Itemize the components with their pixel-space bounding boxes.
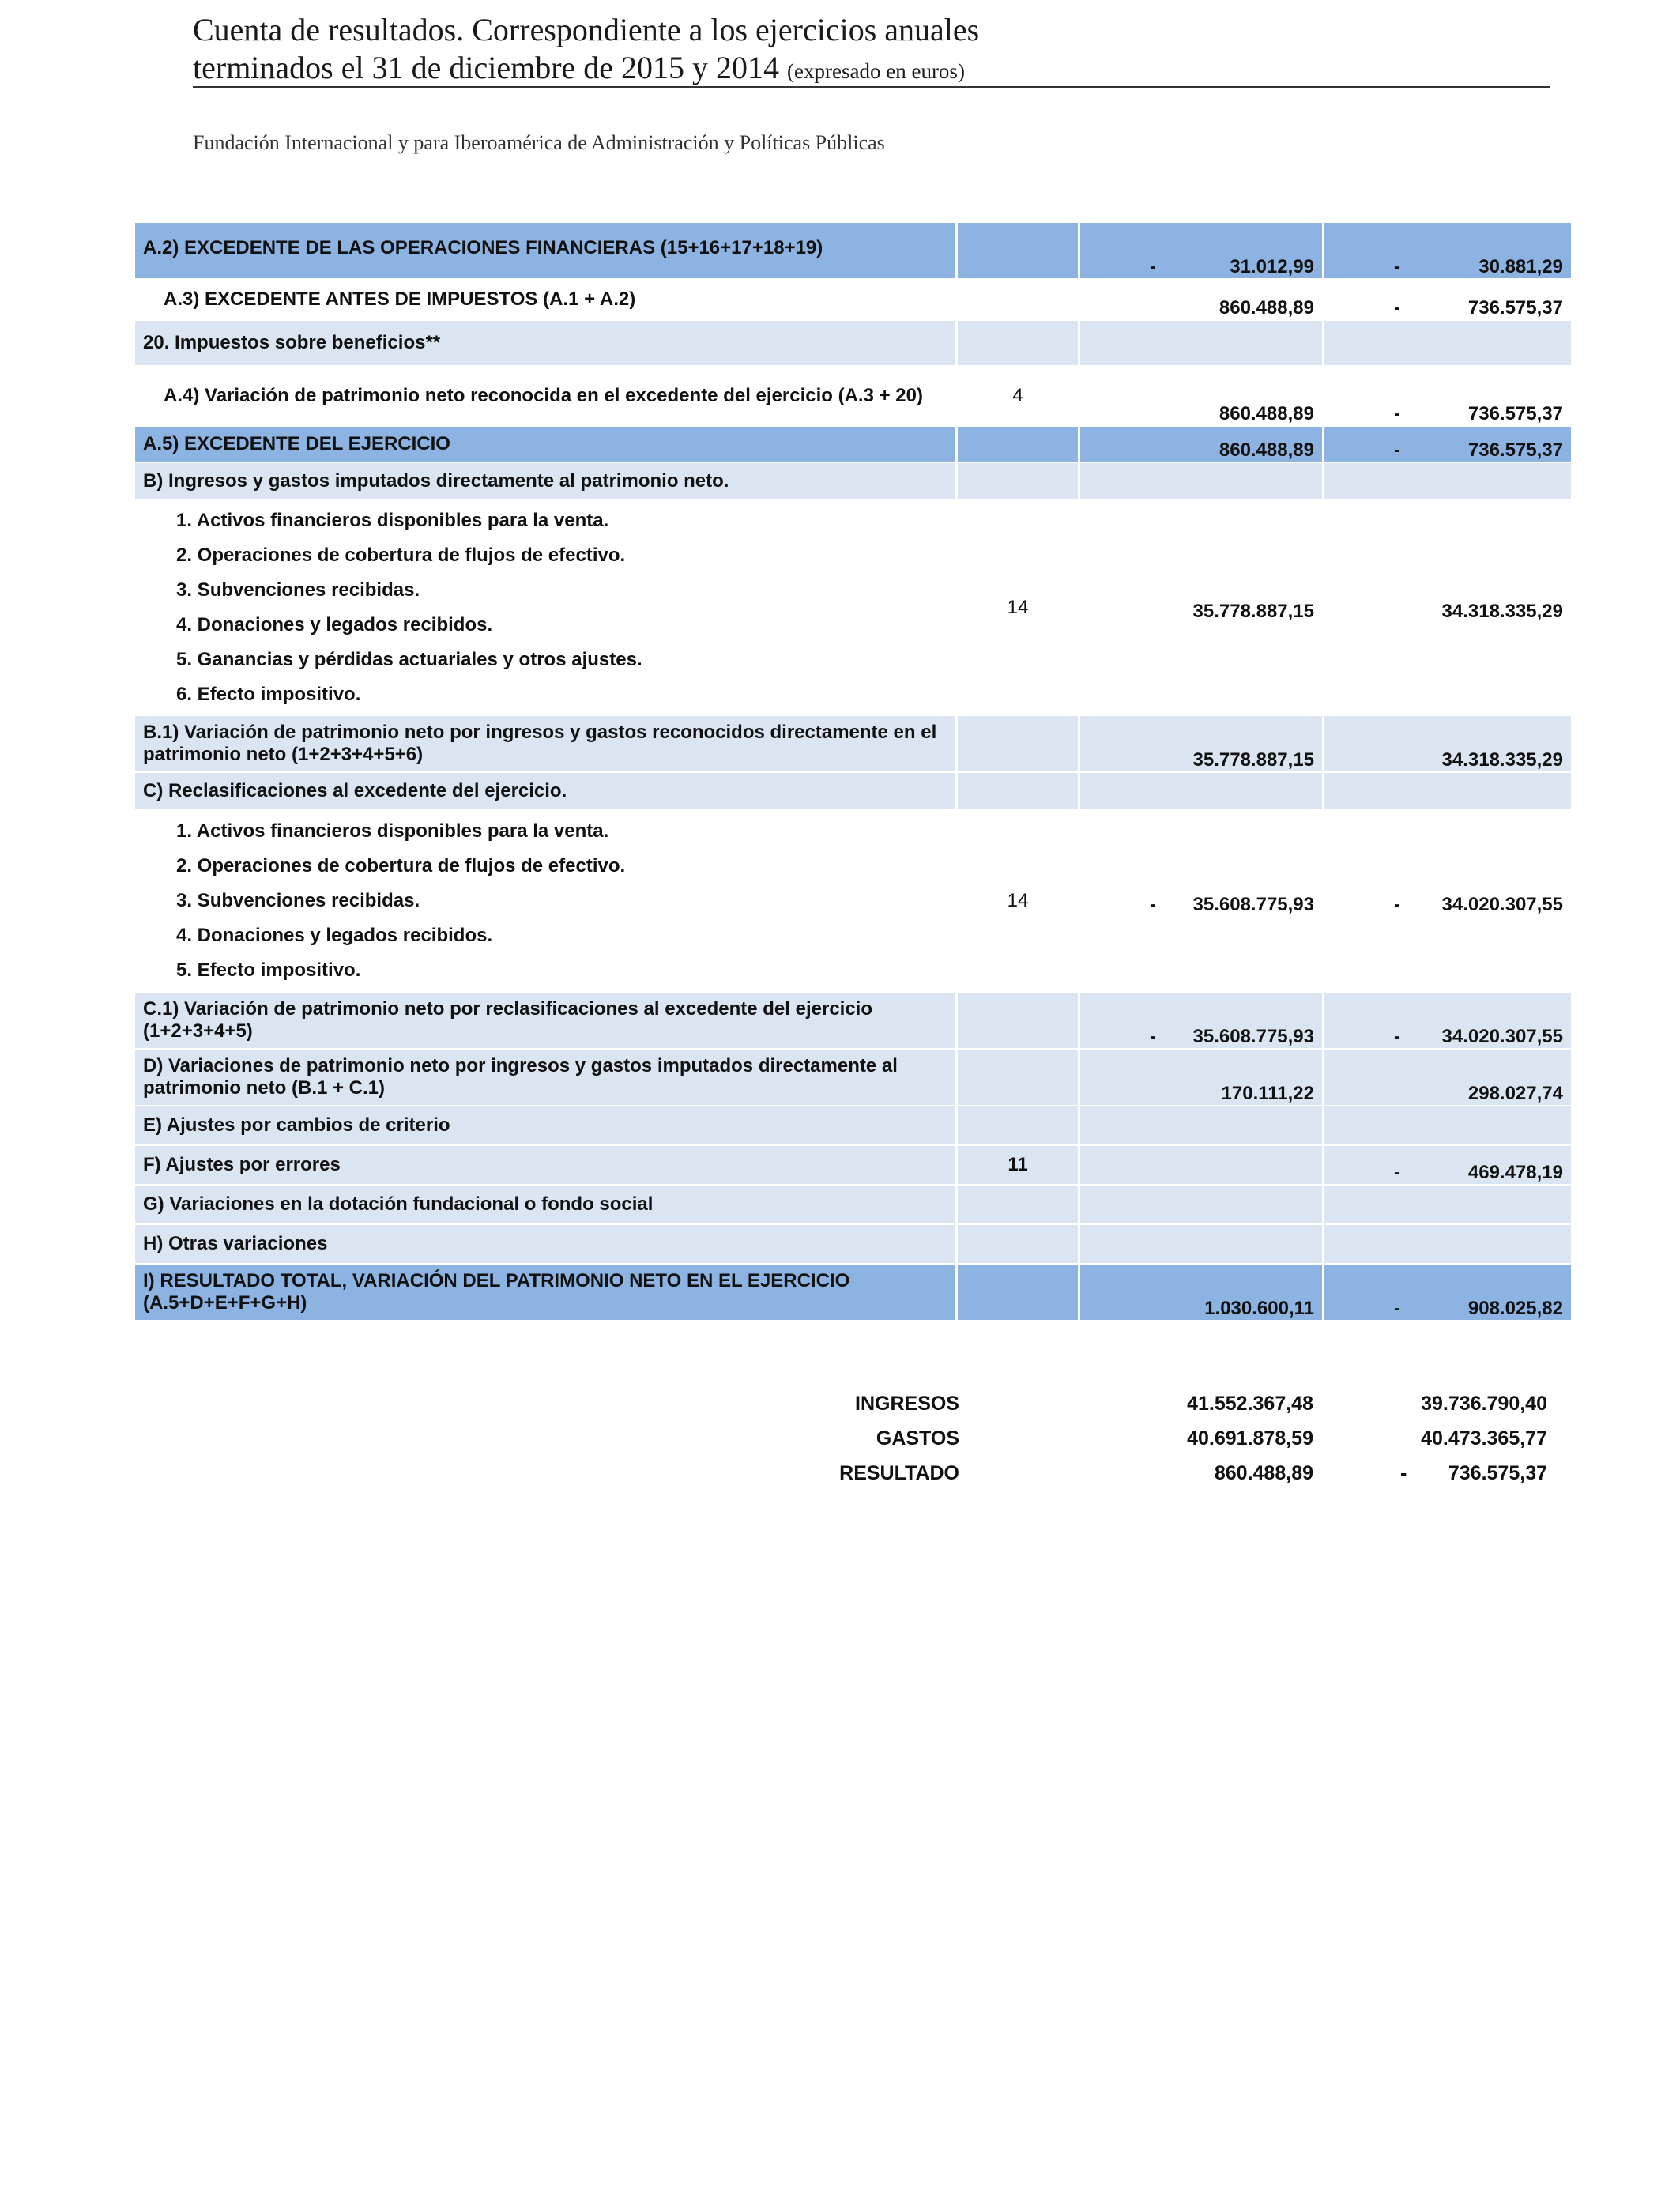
- row-note: [958, 1186, 1078, 1223]
- summary-totals: [774, 1393, 1565, 1497]
- value-2014: [1324, 773, 1571, 809]
- value-2015: [1080, 773, 1322, 809]
- summary-value-2015: 860.488,89: [1214, 1462, 1313, 1484]
- row-label: H) Otras variaciones: [135, 1225, 955, 1263]
- list-item: 3. Subvenciones recibidas.: [176, 890, 420, 911]
- row-label: I) RESULTADO TOTAL, VARIACIÓN DEL PATRIMONIO NETO EN EL EJERCICIO (A.5+D+E+F+G+H): [135, 1265, 955, 1320]
- negative-sign: -: [1150, 1026, 1156, 1047]
- row-note: [958, 716, 1078, 771]
- value-2015: [1080, 1106, 1322, 1144]
- list-item: 5. Ganancias y pérdidas actuariales y otros ajustes.: [176, 649, 642, 670]
- negative-sign: -: [1394, 439, 1400, 461]
- table-row: [135, 811, 1571, 991]
- value-2014: - 908.025,82: [1324, 1265, 1571, 1320]
- value-2014: - 736.575,37: [1324, 280, 1571, 319]
- value-2015: [1080, 1225, 1322, 1263]
- table-row: [135, 367, 1571, 425]
- summary-label: RESULTADO: [839, 1462, 959, 1484]
- negative-sign: -: [1394, 1298, 1400, 1319]
- value-2015: 1.030.600,11: [1080, 1265, 1322, 1320]
- row-label: A.3) EXCEDENTE ANTES DE IMPUESTOS (A.1 + A.2): [135, 280, 955, 319]
- row-items: [135, 501, 955, 714]
- list-item: 1. Activos financieros disponibles para la venta.: [176, 510, 609, 531]
- value-2015: - 35.608.775,93: [1080, 811, 1322, 991]
- value-2014: 34.318.335,29: [1324, 501, 1571, 714]
- organization-name: Fundación Internacional y para Iberoamérica de Administración y Políticas Públicas: [193, 131, 885, 154]
- row-note: [958, 1106, 1078, 1144]
- row-note: [958, 1265, 1078, 1320]
- row-label: C.1) Variación de patrimonio neto por reclasificaciones al excedente del ejercicio (1+2+3+4+5): [135, 993, 955, 1048]
- value-2014: [1324, 463, 1571, 499]
- table-row: [135, 427, 1571, 462]
- row-label: A.2) EXCEDENTE DE LAS OPERACIONES FINANCIERAS (15+16+17+18+19): [135, 223, 955, 278]
- row-label: 20. Impuestos sobre beneficios**: [135, 321, 955, 365]
- row-note: [958, 223, 1078, 278]
- row-label: C) Reclasificaciones al excedente del ejercicio.: [135, 773, 955, 809]
- value-2014: [1324, 1186, 1571, 1223]
- value-2014: - 30.881,29: [1324, 223, 1571, 278]
- value-2015: 35.778.887,15: [1080, 501, 1322, 714]
- table-row: [135, 1050, 1571, 1105]
- table-row: [135, 1265, 1571, 1320]
- table-row: [135, 993, 1571, 1048]
- row-note: [958, 427, 1078, 462]
- row-label: A.4) Variación de patrimonio neto reconocida en el excedente del ejercicio (A.3 + 20): [135, 367, 955, 425]
- table-row: [135, 1146, 1571, 1184]
- table-row: [135, 223, 1571, 278]
- negative-sign: -: [1394, 256, 1400, 277]
- value-2015: - 35.608.775,93: [1080, 993, 1322, 1048]
- table-row: [135, 463, 1571, 499]
- table-row: [135, 1106, 1571, 1144]
- value-2014: [1324, 1225, 1571, 1263]
- value-2014: - 469.478,19: [1324, 1146, 1571, 1184]
- value-2014: 34.318.335,29: [1324, 716, 1571, 771]
- header-divider: [193, 86, 1550, 88]
- row-label: A.5) EXCEDENTE DEL EJERCICIO: [135, 427, 955, 462]
- negative-sign: -: [1394, 1162, 1400, 1183]
- value-2015: - 31.012,99: [1080, 223, 1322, 278]
- summary-value-2015: 41.552.367,48: [1187, 1393, 1313, 1415]
- unit-note: (expresado en euros): [787, 59, 965, 83]
- row-note: [958, 1225, 1078, 1263]
- row-note: [958, 993, 1078, 1048]
- table-row: [135, 1186, 1571, 1223]
- row-note: 14: [958, 501, 1078, 714]
- summary-row: [774, 1393, 1565, 1427]
- value-2015: 170.111,22: [1080, 1050, 1322, 1105]
- value-2014: - 736.575,37: [1324, 367, 1571, 425]
- summary-label: INGRESOS: [855, 1393, 959, 1415]
- value-2015: [1080, 463, 1322, 499]
- list-item: 4. Donaciones y legados recibidos.: [176, 614, 493, 635]
- list-item: 2. Operaciones de cobertura de flujos de efectivo.: [176, 545, 626, 566]
- table-row: [135, 501, 1571, 714]
- summary-row: [774, 1462, 1565, 1497]
- value-2014: [1324, 1106, 1571, 1144]
- value-2014: [1324, 321, 1571, 365]
- row-note: 14: [958, 811, 1078, 991]
- negative-sign: -: [1394, 297, 1400, 319]
- row-note: 11: [958, 1146, 1078, 1184]
- value-2015: [1080, 1186, 1322, 1223]
- value-2015: [1080, 321, 1322, 365]
- results-table: [133, 221, 1573, 1321]
- row-note: [958, 280, 1078, 319]
- page-title: Cuenta de resultados. Correspondiente a los ejercicios anuales: [193, 12, 980, 47]
- value-2014: - 34.020.307,55: [1324, 993, 1571, 1048]
- table-row: [135, 280, 1571, 319]
- row-label: B) Ingresos y gastos imputados directamente al patrimonio neto.: [135, 463, 955, 499]
- list-item: 5. Efecto impositivo.: [176, 959, 361, 981]
- list-item: 3. Subvenciones recibidas.: [176, 579, 420, 601]
- row-items: [135, 811, 955, 991]
- summary-value-2015: 40.691.878,59: [1187, 1427, 1313, 1449]
- table-row: [135, 321, 1571, 365]
- row-label: B.1) Variación de patrimonio neto por ingresos y gastos reconocidos directamente en el patrimonio neto (1+2+3+4+5+6): [135, 716, 955, 771]
- negative-sign: -: [1394, 1026, 1400, 1047]
- row-label: F) Ajustes por errores: [135, 1146, 955, 1184]
- summary-value-2014: 39.736.790,40: [1421, 1393, 1547, 1415]
- page-title-line2: terminados el 31 de diciembre de 2015 y 2014 (expresado en euros): [193, 50, 965, 85]
- list-item: 6. Efecto impositivo.: [176, 684, 361, 705]
- page-header: [193, 11, 1552, 90]
- row-note: 4: [958, 367, 1078, 425]
- value-2015: 860.488,89: [1080, 427, 1322, 462]
- value-2014: - 736.575,37: [1324, 427, 1571, 462]
- table-row: [135, 773, 1571, 809]
- value-2015: [1080, 1146, 1322, 1184]
- table-row: [135, 716, 1571, 771]
- list-item: 4. Donaciones y legados recibidos.: [176, 925, 493, 946]
- value-2014: - 34.020.307,55: [1324, 811, 1571, 991]
- row-note: [958, 773, 1078, 809]
- summary-label: GASTOS: [876, 1427, 959, 1449]
- negative-sign: -: [1394, 403, 1400, 424]
- row-label: D) Variaciones de patrimonio neto por ingresos y gastos imputados directamente al patrimonio neto (B.1 + C.1): [135, 1050, 955, 1105]
- summary-value-2014: 736.575,37: [1448, 1462, 1547, 1484]
- negative-sign: -: [1150, 894, 1156, 915]
- value-2014: 298.027,74: [1324, 1050, 1571, 1105]
- list-item: 1. Activos financieros disponibles para la venta.: [176, 820, 609, 842]
- value-2015: 860.488,89: [1080, 280, 1322, 319]
- row-label: G) Variaciones en la dotación fundacional o fondo social: [135, 1186, 955, 1223]
- value-2015: 35.778.887,15: [1080, 716, 1322, 771]
- negative-sign: -: [1394, 894, 1400, 915]
- row-note: [958, 1050, 1078, 1105]
- summary-value-2014: 40.473.365,77: [1421, 1427, 1547, 1449]
- negative-sign: -: [1400, 1462, 1407, 1484]
- list-item: 2. Operaciones de cobertura de flujos de efectivo.: [176, 855, 626, 876]
- row-note: [958, 321, 1078, 365]
- negative-sign: -: [1150, 256, 1156, 277]
- row-note: [958, 463, 1078, 499]
- row-label: E) Ajustes por cambios de criterio: [135, 1106, 955, 1144]
- table-row: [135, 1225, 1571, 1263]
- summary-row: [774, 1427, 1565, 1462]
- value-2015: 860.488,89: [1080, 367, 1322, 425]
